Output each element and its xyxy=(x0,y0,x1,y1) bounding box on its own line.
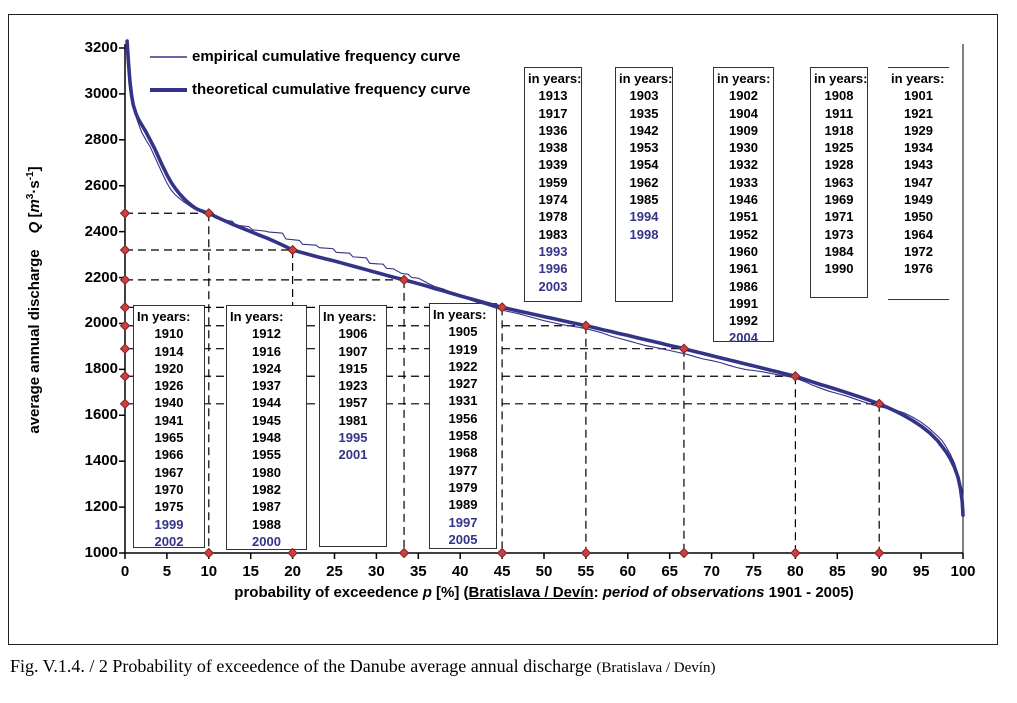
x-tick-label: 90 xyxy=(870,563,888,580)
year-item: 1927 xyxy=(448,376,478,392)
y-tick-label: 3000 xyxy=(84,84,118,102)
year-item: 1982 xyxy=(252,481,281,497)
year-item: 1910 xyxy=(154,326,184,342)
station-name: Bratislava / Devín xyxy=(468,584,594,601)
year-item: 1912 xyxy=(252,326,281,342)
y-tick-label: 3200 xyxy=(84,39,118,56)
figure-caption xyxy=(10,656,715,677)
year-item: 1987 xyxy=(252,499,281,515)
year-item: 1938 xyxy=(538,140,568,156)
year-item: 1937 xyxy=(252,378,281,394)
year-item: 1958 xyxy=(448,428,478,444)
year-item: 1931 xyxy=(448,393,478,409)
year-item: 1905 xyxy=(448,324,478,340)
year-item: 1992 xyxy=(729,313,758,329)
year-item: 1979 xyxy=(448,479,478,495)
x-tick-label: 75 xyxy=(745,563,762,580)
caption-station: (Bratislava / Devín) xyxy=(596,660,716,676)
year-item: 1975 xyxy=(154,499,184,515)
year-item: 1953 xyxy=(629,140,659,156)
year-item: 1933 xyxy=(729,174,758,190)
year-item: 1918 xyxy=(824,122,854,138)
legend-label-theoretical: theoretical cumulative frequency curve xyxy=(192,81,471,98)
year-item: 1941 xyxy=(154,412,184,428)
year-item: 1944 xyxy=(252,395,281,411)
year-item: 1903 xyxy=(629,88,659,104)
year-item: 1901 xyxy=(904,88,933,104)
y-axis-q-symbol: Q xyxy=(26,221,43,234)
year-box-header: In years: xyxy=(433,307,487,322)
x-tick-label: 0 xyxy=(120,563,130,580)
x-tick-label: 25 xyxy=(326,563,343,580)
year-box-header: In years: xyxy=(323,309,377,324)
year-item: 1925 xyxy=(824,140,854,156)
year-item: 1932 xyxy=(729,157,758,173)
year-item: 1956 xyxy=(448,410,478,426)
year-item: 1902 xyxy=(729,88,758,104)
year-item: 1920 xyxy=(154,360,184,376)
year-item: 1965 xyxy=(154,430,184,446)
y-axis-title-text: average annual discharge xyxy=(26,249,43,434)
y-tick-label: 1000 xyxy=(84,544,118,561)
year-item: 1986 xyxy=(729,278,758,294)
year-item: 1968 xyxy=(448,445,478,461)
year-item: 1909 xyxy=(729,122,758,138)
year-item: 1948 xyxy=(252,430,281,446)
y-axis-title: average annual dischargeQ $[m^3\cdot s^{-1}]$ xyxy=(25,166,43,434)
year-item: 1988 xyxy=(252,516,281,532)
year-box-header: in years: xyxy=(717,71,771,86)
year-item: 1991 xyxy=(729,295,758,311)
year-item: 1954 xyxy=(629,157,659,173)
year-item: 1973 xyxy=(824,226,854,242)
x-tick-label: 60 xyxy=(619,563,637,580)
year-item: 1970 xyxy=(154,481,184,497)
year-item: 2003 xyxy=(538,278,568,294)
y-tick-label: 2000 xyxy=(84,314,118,332)
year-item: 1915 xyxy=(338,360,368,376)
year-item: 1939 xyxy=(538,157,568,173)
year-item: 1966 xyxy=(154,447,184,463)
year-item: 1978 xyxy=(538,209,568,225)
year-item: 1951 xyxy=(729,209,758,225)
x-tick-label: 35 xyxy=(409,563,427,580)
x-tick-label: 5 xyxy=(162,563,172,580)
x-axis-title: probability of exceedence p [%] (Bratislava / Devín: period of observations 1901 - 2005) xyxy=(234,584,854,601)
year-item: 1960 xyxy=(729,243,758,259)
year-item: 1994 xyxy=(629,209,659,225)
year-item: 1972 xyxy=(904,243,933,259)
year-item: 1974 xyxy=(538,192,568,208)
year-item: 1923 xyxy=(338,378,368,394)
year-item: 1947 xyxy=(904,174,933,190)
year-item: 2001 xyxy=(338,447,368,463)
year-item: 1950 xyxy=(904,209,933,225)
year-item: 1921 xyxy=(904,105,933,121)
year-item: 1983 xyxy=(538,226,568,242)
x-tick-label: 65 xyxy=(661,563,679,580)
year-item: 1929 xyxy=(904,122,933,138)
year-item: 1962 xyxy=(629,174,659,190)
year-item: 1959 xyxy=(538,174,568,190)
year-item: 1913 xyxy=(538,88,568,104)
year-box-header: in years: xyxy=(619,71,673,86)
year-item: 1999 xyxy=(154,516,184,532)
year-item: 1977 xyxy=(448,462,478,478)
year-item: 2000 xyxy=(252,533,281,549)
x-tick-label: 10 xyxy=(200,563,218,580)
year-item: 1976 xyxy=(904,261,933,277)
year-item: 1995 xyxy=(338,430,368,446)
y-tick-label: 1800 xyxy=(84,360,118,378)
y-tick-label: 1200 xyxy=(84,498,118,516)
year-item: 1964 xyxy=(904,226,933,242)
year-item: 1924 xyxy=(252,360,281,376)
year-item: 1949 xyxy=(904,192,933,208)
year-item: 1928 xyxy=(824,157,854,173)
y-tick-label: 1400 xyxy=(84,452,118,470)
year-item: 1906 xyxy=(338,326,368,342)
year-item: 2004 xyxy=(729,330,758,346)
year-item: 1919 xyxy=(448,341,478,357)
year-item: 1952 xyxy=(729,226,758,242)
year-item: 1996 xyxy=(538,261,568,277)
x-tick-label: 15 xyxy=(242,563,260,580)
year-item: 1989 xyxy=(448,497,478,513)
year-item: 1943 xyxy=(904,157,933,173)
x-tick-label: 70 xyxy=(703,563,720,580)
x-tick-label: 55 xyxy=(577,563,595,580)
year-item: 2005 xyxy=(448,531,478,547)
legend-label-empirical: empirical cumulative frequency curve xyxy=(192,48,461,65)
year-item: 1985 xyxy=(629,192,659,208)
year-item: 1916 xyxy=(252,343,281,359)
year-item: 1945 xyxy=(252,412,281,428)
year-item: 1984 xyxy=(824,243,854,259)
year-box-header: in years: xyxy=(891,71,945,86)
x-axis-p-symbol: p xyxy=(422,584,432,601)
year-item: 1934 xyxy=(904,140,933,156)
x-tick-label: 50 xyxy=(535,563,553,580)
year-item: 2002 xyxy=(154,533,184,549)
year-item: 1955 xyxy=(252,447,281,463)
year-item: 1930 xyxy=(729,140,758,156)
x-tick-label: 40 xyxy=(451,563,469,580)
year-item: 1967 xyxy=(154,464,184,480)
year-item: 1922 xyxy=(448,358,478,374)
year-item: 1963 xyxy=(824,174,854,190)
year-item: 1993 xyxy=(538,243,568,259)
y-tick-label: 2400 xyxy=(84,222,118,240)
year-item: 1971 xyxy=(824,209,854,225)
y-tick-label: 2600 xyxy=(84,176,118,194)
caption-text: Fig. V.1.4. / 2 Probability of exceedence of the Danube average annual discharge xyxy=(10,656,597,676)
year-item: 1914 xyxy=(154,343,184,359)
year-item: 1942 xyxy=(629,122,659,138)
year-box-header: in years: xyxy=(528,71,582,86)
observation-period-label: period of observations xyxy=(602,584,765,601)
year-item: 1911 xyxy=(824,105,854,121)
x-tick-label: 45 xyxy=(493,563,511,580)
year-item: 1904 xyxy=(729,105,758,121)
year-box-header: in years: xyxy=(814,71,868,86)
year-item: 1940 xyxy=(154,395,184,411)
year-item: 1969 xyxy=(824,192,854,208)
year-item: 1935 xyxy=(629,105,659,121)
year-item: 1980 xyxy=(252,464,281,480)
year-item: 1936 xyxy=(538,122,568,138)
year-item: 1926 xyxy=(154,378,184,394)
y-tick-label: 1600 xyxy=(84,406,118,424)
year-item: 1946 xyxy=(729,192,758,208)
y-axis-unit-m: m xyxy=(26,199,43,213)
year-item: 1917 xyxy=(538,105,568,121)
year-box-header: In years: xyxy=(230,309,284,324)
x-tick-label: 100 xyxy=(950,563,976,580)
year-item: 1981 xyxy=(338,412,368,428)
y-tick-label: 2800 xyxy=(84,130,118,148)
year-item: 1957 xyxy=(338,395,368,411)
year-item: 1908 xyxy=(824,88,854,104)
year-item: 1961 xyxy=(729,261,758,277)
x-tick-label: 20 xyxy=(284,563,301,580)
x-tick-label: 85 xyxy=(828,563,846,580)
x-tick-label: 95 xyxy=(912,563,930,580)
year-item: 1997 xyxy=(448,514,478,530)
year-box-header: In years: xyxy=(137,309,191,324)
year-item: 1998 xyxy=(629,226,659,242)
y-tick-label: 2200 xyxy=(84,268,118,286)
year-item: 1990 xyxy=(824,261,854,277)
x-tick-label: 80 xyxy=(787,563,804,580)
year-item: 1907 xyxy=(338,343,368,359)
x-tick-label: 30 xyxy=(368,563,385,580)
